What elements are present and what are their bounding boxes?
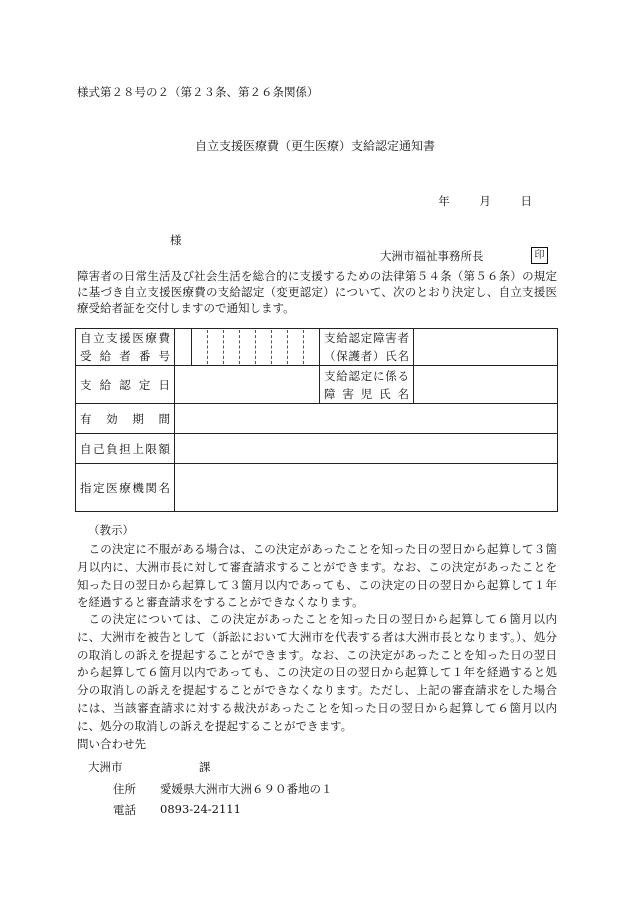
address-label: 住所 <box>113 782 136 796</box>
instruction-paragraph-1: この決定に不服がある場合は、この決定があったことを知った日の翌日から起算して３箇月以内に、大洲市長に対して審査請求することができます。なお、この決定があったことを知った日の翌日から起算して３箇月以内であっても、この決定の日の翌日から起算して１年を経過すると審査請求をすることができなくなります。 <box>77 542 557 610</box>
phone-label: 電話 <box>113 803 136 817</box>
year-label: 年 <box>438 194 450 208</box>
certification-date-label: 支給認定日 <box>76 366 175 404</box>
addressee-suffix: 様 <box>170 233 182 247</box>
copay-limit-label: 自己負担上限額 <box>76 434 175 464</box>
day-label: 日 <box>520 194 532 208</box>
child-name-field[interactable] <box>414 366 558 404</box>
date-line <box>438 193 532 209</box>
valid-period-label: 有効期間 <box>76 404 175 434</box>
contact-department-suffix: 課 <box>199 760 211 774</box>
table-row <box>76 434 558 464</box>
certification-date-field[interactable] <box>175 366 320 404</box>
month-label: 月 <box>479 194 491 208</box>
form-number: 様式第２８号の２（第２３条、第２６条関係） <box>77 85 319 99</box>
recipient-number-label: 自立支援医療費 受給者番号 <box>76 329 175 366</box>
issuer-name: 大洲市福祉事務所長 <box>380 249 484 263</box>
holder-name-label: 支給認定障害者 （保護者）氏名 <box>320 329 414 366</box>
contact-heading: 問い合わせ先 <box>77 737 146 751</box>
table-row <box>76 464 558 512</box>
table-row <box>76 404 558 434</box>
valid-period-field[interactable] <box>175 404 558 434</box>
institution-field[interactable] <box>175 464 558 512</box>
notice-table <box>75 328 558 512</box>
copay-limit-field[interactable] <box>175 434 558 464</box>
phone-value: 0893-24-2111 <box>160 802 241 816</box>
address-value: 愛媛県大洲市大洲６９０番地の１ <box>160 782 333 796</box>
recipient-number-prefix-cell[interactable] <box>175 329 192 366</box>
contact-city: 大洲市 <box>88 760 123 774</box>
holder-name-field[interactable] <box>414 329 558 366</box>
table-row <box>76 366 558 404</box>
instruction-paragraph-2: この決定については、この決定があったことを知った日の翌日から起算して６箇月以内に、大洲市を被告として（訴訟において大洲市を代表する者は大洲市長となります。）、処分の取消しの訴えを提起することができます。なお、この決定があったことを知った日の翌日から起算して６箇月以内であっても、この決定の日の翌日から起算して１年を経過すると処分の取消しの訴えを提起することができなくなります。ただし、上記の審査請求をした場合には、当該審査請求に対する裁決があったことを知った日の翌日から起算して６箇月以内に、処分の取消しの訴えを提起することができます。 <box>77 612 557 733</box>
table-row <box>76 329 558 366</box>
seal-mark: 印 <box>531 247 548 264</box>
recipient-number-digit-cells[interactable] <box>192 329 320 366</box>
child-name-label: 支給認定に係る 障害児氏名 <box>320 366 414 404</box>
document-title: 自立支援医療費（更生医療）支給認定通知書 <box>194 139 435 153</box>
body-text: 障害者の日常生活及び社会生活を総合的に支援するための法律第５４条（第５６条）の規定に基づき自立支援医療費の支給認定（変更認定）について、次のとおり決定し、自立支援医療受給者証を交付しますので通知します。 <box>77 269 557 316</box>
institution-label: 指定医療機関名 <box>76 464 175 512</box>
instruction-heading: （教示） <box>88 523 134 537</box>
